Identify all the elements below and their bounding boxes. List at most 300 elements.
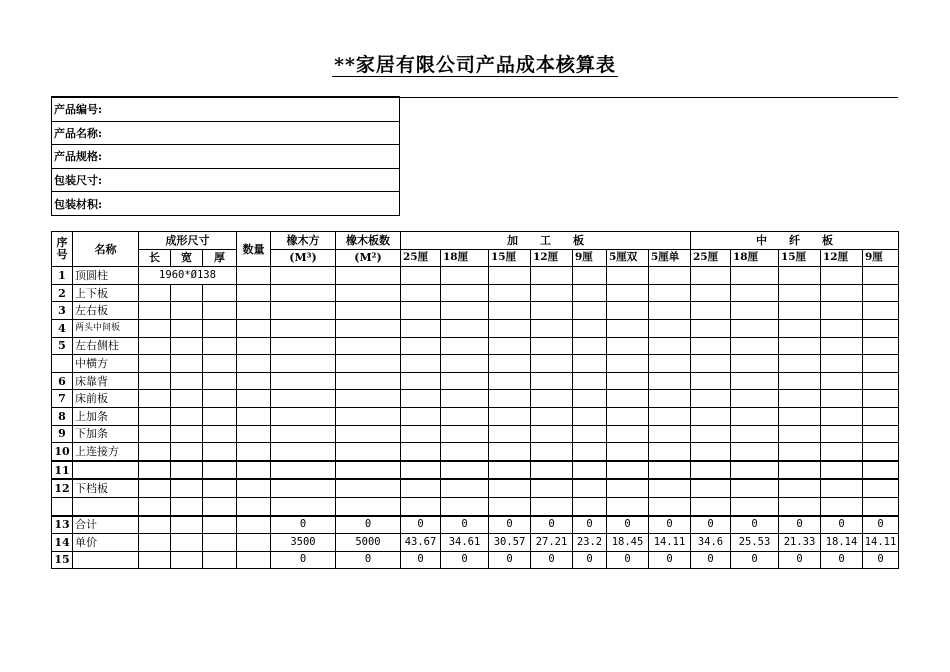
row-cell[interactable] <box>489 302 531 320</box>
row-cell[interactable] <box>489 407 531 425</box>
row-cell[interactable] <box>237 372 271 390</box>
row-cell[interactable] <box>779 355 821 373</box>
row-cell[interactable] <box>139 302 171 320</box>
row-cell[interactable] <box>203 425 237 443</box>
row-cell[interactable] <box>203 372 237 390</box>
row-cell[interactable] <box>139 479 171 497</box>
value-cell[interactable]: 34.61 <box>441 534 489 552</box>
row-cell[interactable] <box>779 407 821 425</box>
row-cell[interactable] <box>203 479 237 497</box>
row-cell[interactable] <box>607 355 649 373</box>
row-cell[interactable] <box>237 516 271 534</box>
row-cell[interactable] <box>731 407 779 425</box>
row-cell[interactable] <box>237 319 271 337</box>
row-cell[interactable] <box>649 425 691 443</box>
row-cell[interactable] <box>237 479 271 497</box>
row-cell[interactable] <box>531 337 573 355</box>
value-cell[interactable]: 5000 <box>336 534 401 552</box>
row-cell[interactable] <box>691 443 731 461</box>
value-cell[interactable]: 34.6 <box>691 534 731 552</box>
row-cell[interactable] <box>731 425 779 443</box>
row-cell[interactable] <box>139 355 171 373</box>
row-cell[interactable] <box>649 461 691 480</box>
row-cell[interactable] <box>171 390 203 408</box>
row-cell[interactable] <box>139 534 171 552</box>
row-cell[interactable] <box>271 302 336 320</box>
row-cell[interactable] <box>731 319 779 337</box>
row-cell[interactable] <box>691 302 731 320</box>
row-cell[interactable] <box>401 372 441 390</box>
row-cell[interactable] <box>691 497 731 515</box>
row-cell[interactable] <box>271 355 336 373</box>
row-cell[interactable] <box>531 372 573 390</box>
row-cell[interactable] <box>573 284 607 302</box>
product-name-cell[interactable]: 产品名称: <box>52 121 400 145</box>
row-cell[interactable] <box>489 355 531 373</box>
row-cell[interactable] <box>271 319 336 337</box>
row-cell[interactable] <box>139 337 171 355</box>
row-cell[interactable] <box>649 267 691 285</box>
row-cell[interactable] <box>237 461 271 480</box>
row-cell[interactable] <box>401 425 441 443</box>
value-cell[interactable]: 14.11 <box>863 534 899 552</box>
row-dimension[interactable]: 1960*Ø138 <box>139 267 237 285</box>
value-cell[interactable]: 0 <box>531 516 573 534</box>
value-cell[interactable]: 0 <box>573 516 607 534</box>
row-cell[interactable] <box>573 390 607 408</box>
row-cell[interactable] <box>336 479 401 497</box>
row-cell[interactable] <box>649 407 691 425</box>
row-cell[interactable] <box>531 425 573 443</box>
row-cell[interactable] <box>489 284 531 302</box>
row-cell[interactable] <box>203 443 237 461</box>
row-cell[interactable] <box>139 461 171 480</box>
row-cell[interactable] <box>203 551 237 569</box>
row-cell[interactable] <box>863 355 899 373</box>
row-cell[interactable] <box>573 302 607 320</box>
value-cell[interactable]: 43.67 <box>401 534 441 552</box>
value-cell[interactable]: 25.53 <box>731 534 779 552</box>
row-cell[interactable] <box>863 337 899 355</box>
row-cell[interactable] <box>731 337 779 355</box>
row-cell[interactable] <box>441 337 489 355</box>
row-cell[interactable] <box>401 319 441 337</box>
row-cell[interactable] <box>573 407 607 425</box>
value-cell[interactable]: 0 <box>863 551 899 569</box>
row-cell[interactable] <box>171 443 203 461</box>
row-cell[interactable] <box>607 461 649 480</box>
row-cell[interactable] <box>171 551 203 569</box>
row-cell[interactable] <box>607 302 649 320</box>
row-cell[interactable] <box>336 302 401 320</box>
row-cell[interactable] <box>649 319 691 337</box>
row-cell[interactable] <box>821 390 863 408</box>
row-cell[interactable] <box>531 497 573 515</box>
row-cell[interactable] <box>779 425 821 443</box>
row-cell[interactable] <box>489 337 531 355</box>
value-cell[interactable]: 0 <box>607 516 649 534</box>
row-cell[interactable] <box>607 497 649 515</box>
package-volume-cell[interactable]: 包装材积: <box>52 192 400 216</box>
row-cell[interactable] <box>821 267 863 285</box>
row-cell[interactable] <box>171 479 203 497</box>
row-cell[interactable] <box>203 461 237 480</box>
row-cell[interactable] <box>203 302 237 320</box>
row-cell[interactable] <box>489 443 531 461</box>
value-cell[interactable]: 14.11 <box>649 534 691 552</box>
value-cell[interactable]: 0 <box>779 516 821 534</box>
value-cell[interactable]: 0 <box>863 516 899 534</box>
row-cell[interactable] <box>691 337 731 355</box>
value-cell[interactable]: 23.2 <box>573 534 607 552</box>
row-cell[interactable] <box>237 407 271 425</box>
row-cell[interactable] <box>863 425 899 443</box>
row-cell[interactable] <box>203 534 237 552</box>
value-cell[interactable]: 0 <box>489 551 531 569</box>
row-cell[interactable] <box>401 461 441 480</box>
row-cell[interactable] <box>203 516 237 534</box>
row-cell[interactable] <box>139 372 171 390</box>
row-cell[interactable] <box>139 425 171 443</box>
row-cell[interactable] <box>489 497 531 515</box>
row-cell[interactable] <box>336 319 401 337</box>
row-name[interactable]: 床靠背 <box>73 372 139 390</box>
row-name[interactable]: 下档板 <box>73 479 139 497</box>
row-cell[interactable] <box>691 372 731 390</box>
row-cell[interactable] <box>171 461 203 480</box>
row-cell[interactable] <box>573 497 607 515</box>
row-cell[interactable] <box>401 407 441 425</box>
row-name[interactable]: 床前板 <box>73 390 139 408</box>
row-cell[interactable] <box>691 319 731 337</box>
value-cell[interactable]: 18.45 <box>607 534 649 552</box>
row-cell[interactable] <box>271 497 336 515</box>
row-cell[interactable] <box>731 355 779 373</box>
row-cell[interactable] <box>441 319 489 337</box>
row-cell[interactable] <box>731 479 779 497</box>
row-cell[interactable] <box>607 390 649 408</box>
row-cell[interactable] <box>489 425 531 443</box>
value-cell[interactable]: 0 <box>821 516 863 534</box>
value-cell[interactable]: 0 <box>649 551 691 569</box>
row-cell[interactable] <box>171 534 203 552</box>
row-cell[interactable] <box>863 461 899 480</box>
row-cell[interactable] <box>531 302 573 320</box>
row-name[interactable]: 左右板 <box>73 302 139 320</box>
row-cell[interactable] <box>139 516 171 534</box>
row-cell[interactable] <box>863 372 899 390</box>
row-cell[interactable] <box>271 461 336 480</box>
row-cell[interactable] <box>441 302 489 320</box>
row-cell[interactable] <box>821 479 863 497</box>
row-cell[interactable] <box>271 425 336 443</box>
row-cell[interactable] <box>821 497 863 515</box>
row-cell[interactable] <box>489 319 531 337</box>
row-cell[interactable] <box>607 407 649 425</box>
row-cell[interactable] <box>401 497 441 515</box>
row-cell[interactable] <box>336 443 401 461</box>
row-cell[interactable] <box>731 461 779 480</box>
row-cell[interactable] <box>171 337 203 355</box>
row-cell[interactable] <box>821 337 863 355</box>
value-cell[interactable]: 0 <box>691 551 731 569</box>
row-cell[interactable] <box>573 319 607 337</box>
row-cell[interactable] <box>863 443 899 461</box>
row-cell[interactable] <box>691 425 731 443</box>
row-cell[interactable] <box>821 284 863 302</box>
value-cell[interactable]: 0 <box>779 551 821 569</box>
row-cell[interactable] <box>401 390 441 408</box>
row-cell[interactable] <box>441 425 489 443</box>
row-cell[interactable] <box>441 267 489 285</box>
row-cell[interactable] <box>731 390 779 408</box>
row-cell[interactable] <box>691 284 731 302</box>
row-cell[interactable] <box>531 355 573 373</box>
row-cell[interactable] <box>731 267 779 285</box>
row-cell[interactable] <box>649 302 691 320</box>
value-cell[interactable]: 0 <box>691 516 731 534</box>
row-cell[interactable] <box>531 390 573 408</box>
row-cell[interactable] <box>863 497 899 515</box>
row-cell[interactable] <box>237 551 271 569</box>
row-cell[interactable] <box>779 390 821 408</box>
row-cell[interactable] <box>401 267 441 285</box>
row-cell[interactable] <box>649 497 691 515</box>
package-size-cell[interactable]: 包装尺寸: <box>52 168 400 192</box>
row-cell[interactable] <box>171 284 203 302</box>
row-cell[interactable] <box>139 407 171 425</box>
row-cell[interactable] <box>489 461 531 480</box>
row-cell[interactable] <box>821 461 863 480</box>
row-cell[interactable] <box>171 355 203 373</box>
row-cell[interactable] <box>401 443 441 461</box>
row-cell[interactable] <box>441 390 489 408</box>
row-cell[interactable] <box>573 337 607 355</box>
row-cell[interactable] <box>779 443 821 461</box>
row-cell[interactable] <box>573 461 607 480</box>
row-cell[interactable] <box>441 497 489 515</box>
row-cell[interactable] <box>271 407 336 425</box>
row-cell[interactable] <box>731 497 779 515</box>
row-cell[interactable] <box>441 443 489 461</box>
row-cell[interactable] <box>649 479 691 497</box>
row-cell[interactable] <box>607 443 649 461</box>
row-cell[interactable] <box>271 390 336 408</box>
row-cell[interactable] <box>573 355 607 373</box>
value-cell[interactable]: 0 <box>649 516 691 534</box>
value-cell[interactable]: 0 <box>731 516 779 534</box>
row-cell[interactable] <box>779 372 821 390</box>
row-cell[interactable] <box>779 302 821 320</box>
row-cell[interactable] <box>203 390 237 408</box>
row-name[interactable]: 上下板 <box>73 284 139 302</box>
value-cell[interactable]: 0 <box>401 551 441 569</box>
row-cell[interactable] <box>607 284 649 302</box>
value-cell[interactable]: 0 <box>607 551 649 569</box>
row-cell[interactable] <box>863 302 899 320</box>
row-cell[interactable] <box>401 355 441 373</box>
row-name[interactable]: 上加条 <box>73 407 139 425</box>
row-cell[interactable] <box>821 443 863 461</box>
row-cell[interactable] <box>441 407 489 425</box>
row-cell[interactable] <box>401 302 441 320</box>
value-cell[interactable]: 0 <box>531 551 573 569</box>
row-cell[interactable] <box>863 390 899 408</box>
row-name[interactable]: 顶圆柱 <box>73 267 139 285</box>
row-cell[interactable] <box>489 267 531 285</box>
row-cell[interactable] <box>171 372 203 390</box>
row-cell[interactable] <box>691 407 731 425</box>
row-cell[interactable] <box>607 425 649 443</box>
row-cell[interactable] <box>336 355 401 373</box>
row-cell[interactable] <box>649 355 691 373</box>
row-cell[interactable] <box>203 319 237 337</box>
row-cell[interactable] <box>237 355 271 373</box>
row-cell[interactable] <box>336 425 401 443</box>
row-cell[interactable] <box>691 390 731 408</box>
row-cell[interactable] <box>821 302 863 320</box>
row-cell[interactable] <box>271 267 336 285</box>
row-cell[interactable] <box>237 284 271 302</box>
row-cell[interactable] <box>271 284 336 302</box>
value-cell[interactable]: 0 <box>821 551 863 569</box>
value-cell[interactable]: 0 <box>441 551 489 569</box>
row-cell[interactable] <box>607 479 649 497</box>
row-cell[interactable] <box>573 267 607 285</box>
row-cell[interactable] <box>863 267 899 285</box>
row-cell[interactable] <box>863 319 899 337</box>
row-cell[interactable] <box>237 425 271 443</box>
row-cell[interactable] <box>821 319 863 337</box>
row-cell[interactable] <box>531 407 573 425</box>
row-cell[interactable] <box>441 355 489 373</box>
row-cell[interactable] <box>691 461 731 480</box>
row-cell[interactable] <box>441 461 489 480</box>
row-cell[interactable] <box>531 319 573 337</box>
row-cell[interactable] <box>203 337 237 355</box>
row-cell[interactable] <box>863 284 899 302</box>
row-cell[interactable] <box>171 497 203 515</box>
row-cell[interactable] <box>691 267 731 285</box>
row-cell[interactable] <box>271 479 336 497</box>
row-cell[interactable] <box>237 337 271 355</box>
value-cell[interactable]: 0 <box>336 516 401 534</box>
row-cell[interactable] <box>401 337 441 355</box>
row-cell[interactable] <box>441 284 489 302</box>
row-cell[interactable] <box>779 461 821 480</box>
row-cell[interactable] <box>237 443 271 461</box>
row-cell[interactable] <box>203 284 237 302</box>
row-cell[interactable] <box>573 425 607 443</box>
row-cell[interactable] <box>489 372 531 390</box>
row-cell[interactable] <box>531 443 573 461</box>
row-cell[interactable] <box>441 372 489 390</box>
row-cell[interactable] <box>271 372 336 390</box>
row-cell[interactable] <box>821 407 863 425</box>
row-cell[interactable] <box>607 267 649 285</box>
row-cell[interactable] <box>821 425 863 443</box>
row-cell[interactable] <box>237 302 271 320</box>
row-cell[interactable] <box>691 355 731 373</box>
row-cell[interactable] <box>649 284 691 302</box>
product-spec-cell[interactable]: 产品规格: <box>52 145 400 169</box>
row-cell[interactable] <box>779 337 821 355</box>
value-cell[interactable]: 0 <box>731 551 779 569</box>
row-cell[interactable] <box>139 551 171 569</box>
row-cell[interactable] <box>237 534 271 552</box>
row-cell[interactable] <box>779 284 821 302</box>
row-cell[interactable] <box>531 479 573 497</box>
row-cell[interactable] <box>607 337 649 355</box>
row-cell[interactable] <box>863 407 899 425</box>
value-cell[interactable]: 0 <box>401 516 441 534</box>
row-cell[interactable] <box>336 390 401 408</box>
row-cell[interactable] <box>441 479 489 497</box>
row-cell[interactable] <box>237 390 271 408</box>
row-cell[interactable] <box>171 302 203 320</box>
row-cell[interactable] <box>203 355 237 373</box>
row-cell[interactable] <box>139 443 171 461</box>
row-cell[interactable] <box>607 372 649 390</box>
row-cell[interactable] <box>203 407 237 425</box>
row-cell[interactable] <box>863 479 899 497</box>
row-name[interactable]: 中横方 <box>73 355 139 373</box>
row-cell[interactable] <box>691 479 731 497</box>
row-cell[interactable] <box>336 337 401 355</box>
value-cell[interactable]: 0 <box>441 516 489 534</box>
value-cell[interactable]: 0 <box>336 551 401 569</box>
row-cell[interactable] <box>779 319 821 337</box>
row-cell[interactable] <box>336 284 401 302</box>
value-cell[interactable]: 0 <box>271 516 336 534</box>
value-cell[interactable]: 0 <box>271 551 336 569</box>
row-name[interactable] <box>73 497 139 515</box>
row-cell[interactable] <box>171 407 203 425</box>
product-code-cell[interactable]: 产品编号: <box>52 97 400 121</box>
row-cell[interactable] <box>336 461 401 480</box>
row-cell[interactable] <box>401 284 441 302</box>
row-cell[interactable] <box>139 497 171 515</box>
row-cell[interactable] <box>271 337 336 355</box>
row-cell[interactable] <box>731 372 779 390</box>
row-cell[interactable] <box>649 372 691 390</box>
row-cell[interactable] <box>171 425 203 443</box>
row-cell[interactable] <box>573 372 607 390</box>
row-cell[interactable] <box>649 337 691 355</box>
row-cell[interactable] <box>531 461 573 480</box>
row-cell[interactable] <box>649 443 691 461</box>
row-cell[interactable] <box>531 284 573 302</box>
row-cell[interactable] <box>821 372 863 390</box>
row-cell[interactable] <box>489 479 531 497</box>
row-cell[interactable] <box>573 443 607 461</box>
row-cell[interactable] <box>139 319 171 337</box>
row-cell[interactable] <box>139 284 171 302</box>
value-cell[interactable]: 18.14 <box>821 534 863 552</box>
row-name[interactable]: 下加条 <box>73 425 139 443</box>
row-cell[interactable] <box>336 372 401 390</box>
row-cell[interactable] <box>531 267 573 285</box>
value-cell[interactable]: 0 <box>489 516 531 534</box>
row-cell[interactable] <box>821 355 863 373</box>
row-cell[interactable] <box>779 267 821 285</box>
row-cell[interactable] <box>171 516 203 534</box>
row-cell[interactable] <box>489 390 531 408</box>
row-name[interactable]: 上连接方 <box>73 443 139 461</box>
row-cell[interactable] <box>649 390 691 408</box>
value-cell[interactable]: 21.33 <box>779 534 821 552</box>
row-name[interactable] <box>73 461 139 480</box>
